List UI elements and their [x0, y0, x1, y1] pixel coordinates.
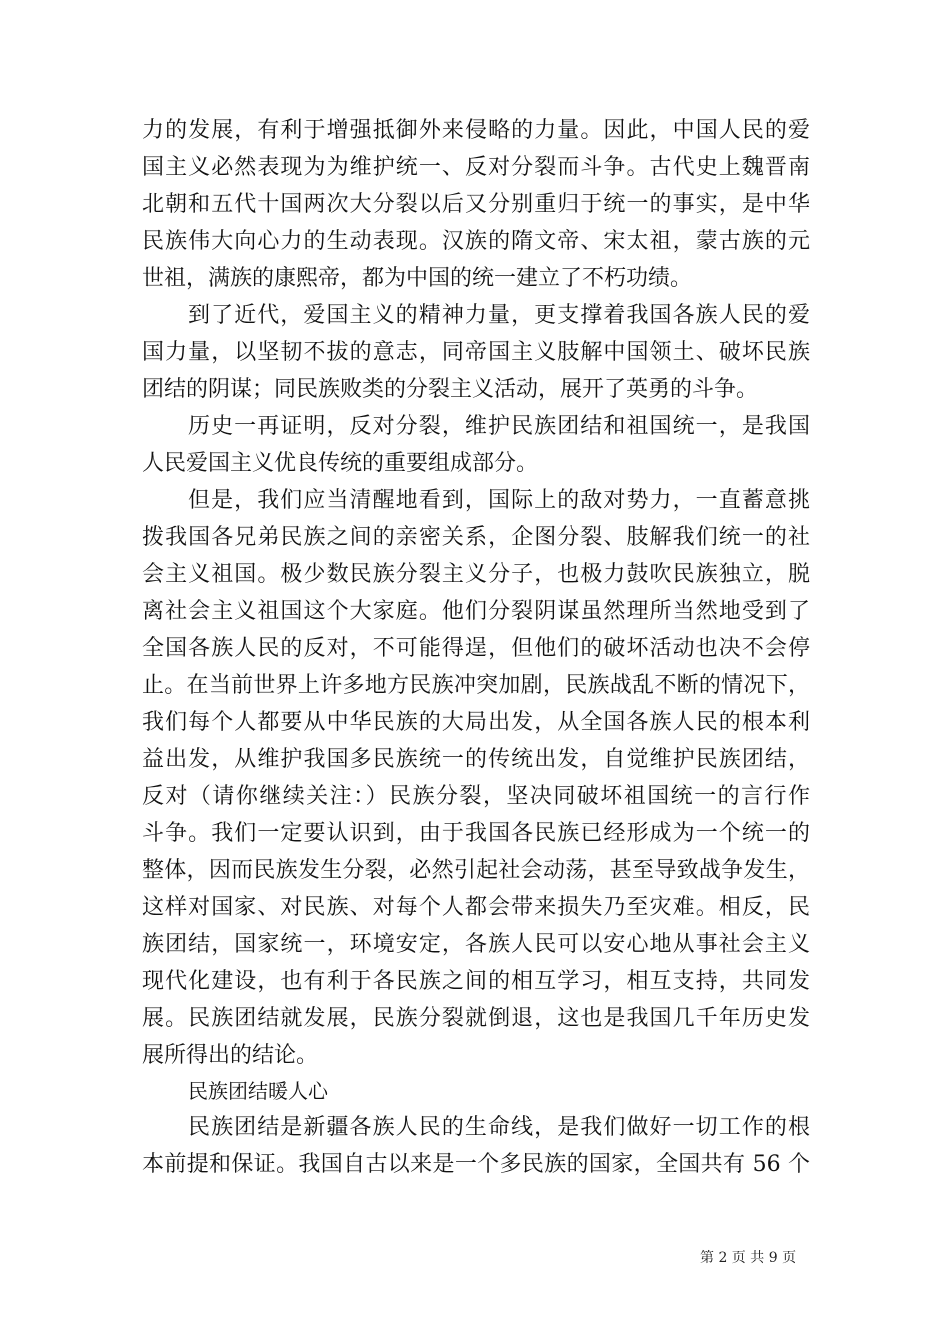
section-heading: 民族团结暖人心: [188, 1079, 328, 1103]
text-line: 会主义祖国。极少数民族分裂主义分子，也极力鼓吹民族独立，脱: [142, 562, 810, 587]
text-line: 斗争。我们一定要认识到，由于我国各民族已经形成为一个统一的: [142, 821, 810, 846]
text-line: 全国各族人民的反对，不可能得逞，但他们的破坏活动也决不会停: [142, 636, 810, 661]
text-line: 这样对国家、对民族、对每个人都会带来损失乃至灾难。相反，民: [142, 895, 810, 920]
text-line: 国主义必然表现为为维护统一、反对分裂而斗争。古代史上魏晋南: [142, 155, 810, 180]
text-line: 历史一再证明，反对分裂，维护民族团结和祖国统一，是我国: [188, 414, 810, 439]
text-line: 民族伟大向心力的生动表现。汉族的隋文帝、宋太祖，蒙古族的元: [142, 229, 810, 254]
text-line: 人民爱国主义优良传统的重要组成部分。: [142, 451, 539, 476]
text-line: 族团结，国家统一，环境安定，各族人民可以安心地从事社会主义: [142, 932, 810, 957]
text-line: 到了近代，爱国主义的精神力量，更支撑着我国各族人民的爱: [188, 303, 810, 328]
text-line: 但是，我们应当清醒地看到，国际上的敌对势力，一直蓄意挑: [188, 488, 810, 513]
text-line: 展所得出的结论。: [142, 1043, 319, 1068]
text-line: 展。民族团结就发展，民族分裂就倒退，这也是我国几千年历史发: [142, 1006, 810, 1031]
text-line: 我们每个人都要从中华民族的大局出发，从全国各族人民的根本利: [142, 710, 810, 735]
text-line: 世祖，满族的康熙帝，都为中国的统一建立了不朽功绩。: [142, 266, 693, 291]
text-line: 国力量，以坚韧不拔的意志，同帝国主义肢解中国领土、破坏民族: [142, 340, 810, 365]
text-line: 民族团结是新疆各族人民的生命线，是我们做好一切工作的根: [188, 1115, 810, 1140]
text-line: 北朝和五代十国两次大分裂以后又分别重归于统一的事实，是中华: [142, 192, 810, 217]
text-line: 反对（请你继续关注：）民族分裂，坚决同破坏祖国统一的言行作: [142, 784, 810, 809]
page-number: 第 2 页 共 9 页: [700, 1250, 797, 1266]
text-line: 止。在当前世界上许多地方民族冲突加剧，民族战乱不断的情况下，: [142, 673, 810, 698]
text-line: 离社会主义祖国这个大家庭。他们分裂阴谋虽然理所当然地受到了: [142, 599, 810, 624]
text-line: 团结的阴谋；同民族败类的分裂主义活动，展开了英勇的斗争。: [142, 377, 759, 402]
text-line: 整体，因而民族发生分裂，必然引起社会动荡，甚至导致战争发生，: [142, 858, 810, 883]
text-line: 本前提和保证。我国自古以来是一个多民族的国家，全国共有 56 个: [142, 1152, 810, 1177]
text-line: 现代化建设，也有利于各民族之间的相互学习，相互支持，共同发: [142, 969, 810, 994]
text-line: 拨我国各兄弟民族之间的亲密关系，企图分裂、肢解我们统一的社: [142, 525, 810, 550]
text-line: 力的发展，有利于增强抵御外来侵略的力量。因此，中国人民的爱: [142, 118, 810, 143]
text-line: 益出发，从维护我国多民族统一的传统出发，自觉维护民族团结，: [142, 747, 810, 772]
document-body: [142, 112, 810, 1183]
